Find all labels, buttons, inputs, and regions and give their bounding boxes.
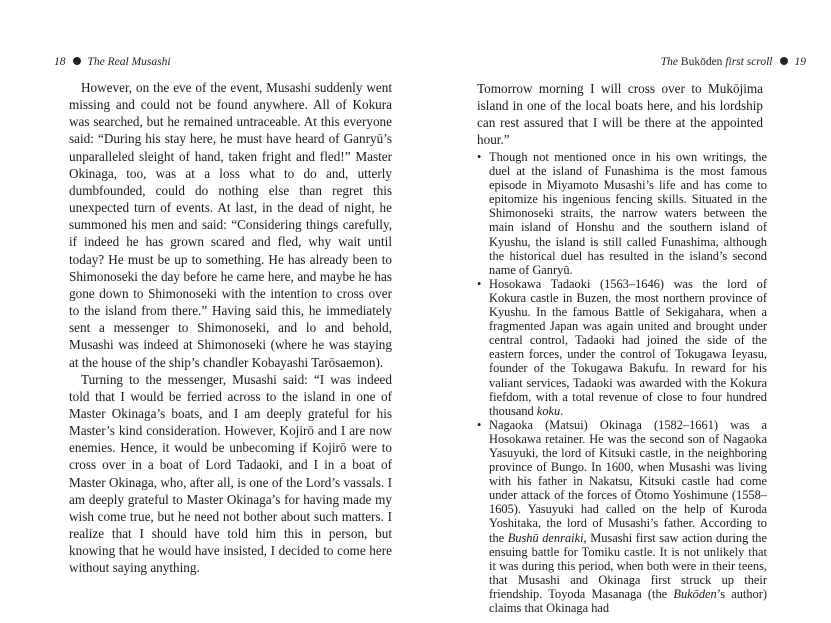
footnote-italic: Bushū denraiki (507, 530, 584, 545)
running-head-right (661, 56, 806, 68)
book-title: The Real Musashi (87, 56, 171, 68)
left-body-text (69, 79, 392, 577)
footnote-text: Nagaoka (Matsui) Okinaga (1582–1661) was a Hosokawa retainer. He was the second son of Nagaoka Yasuyuki, the lord of Kitsuki castle, in the neighboring province of Bungo. In 1600, when Musashi was living with his father in Nakatsu, Kitsuki castle had come under attack of the forces of Ōtomo Yoshimune (1558–1605). Yasuyuki had called on the help of Kuroda Yoshitaka, the lord of Musashi’s father. According to the (489, 417, 767, 545)
footnote-italic: koku (536, 403, 561, 418)
chapter-title-main: Bukōden (680, 56, 723, 68)
paragraph: Turning to the messenger, Musashi said: “I was indeed told that I would be ferried across to the island in one of Master Okinaga’s boats, and I am deeply grateful for his Master’s kind consideration. However, Kojirō and I are now enemies. Hence, it would be unbecoming if Kojirō were to cross over in a boat of Lord Tadaoki, and I in a boat of Master Okinaga, who, after all, is one of the Lord’s vassals. I am deeply grateful to Master Okinaga’s for having made my wish come true, but he need not bother about such matters. I realize that I should have told him this in person, but knowing that he would have insisted, I decided to come here without saying anything. (69, 371, 392, 576)
footnote-text: ’s author) claims that Okinaga had (489, 586, 767, 615)
footnote-text: Hosokawa Tadaoki (1563–1646) was the lord of Kokura castle in Buzen, the most northern province of Kyushu. In the famous Battle of Sekigahara, when a fragmented Japan was again united and brought under central control, Tadaoki had joined the side of the eastern forces, under the control of Tokugawa Ieyasu, founder of the Tokugawa Bakufu. In reward for his valiant services, Tadaoki was awarded with the Kokura fiefdom, with a total revenue of close to four hundred thousand (489, 276, 767, 418)
footnote-text: Though not mentioned once in his own writings, the duel at the island of Funashima is the most famous episode in Miyamoto Musashi’s life and has come to epitomize his ingenious fencing skills. Situated in the Shimonoseki straits, the narrow waters between the main island of Honshu and the southern island of Kyushu, the island is still called Funashima, although the historical duel has resulted in the island’s second name of Ganryū. (489, 150, 767, 277)
running-head-left (54, 56, 171, 68)
footnote-text: , Musashi first saw action during the ensuing battle for Tomiku castle. It is not unlikely that it was during this period, when both were in their teens, that Musashi and Okinaga first struck up their friendship. Toyoda Masanaga (the (489, 530, 767, 601)
footnote-item (477, 150, 767, 277)
paragraph: However, on the eve of the event, Musashi suddenly went missing and could not be found anywhere. All of Kokura was searched, but he remained untraceable. At this everyone said: “During his stay here, he must have heard of Ganryū’s unparalleled sleight of hand, taken fright and fled!” Master Okinaga, too, was at a loss what to do and, utterly dumbfounded, could do nothing else than regret this unexpected turn of events. At last, in the dead of night, he summoned his men and said: “Considering things carefully, if indeed he has grown scared and fled, why wait until today? He must be up to something. He has already been to Shimonoseki the day before he came here, and maybe he has gone down to Shimonoseki with the intention to cross over to the island from there.” Having said this, he immediately sent a messenger to Shimonoseki, and lo and behold, Musashi was indeed at Shimonoseki (where he was staying at the house of the ship’s chandler Kobayashi Tarōsaemon). (69, 80, 392, 370)
footnote-item (477, 418, 767, 615)
footnote-italic: Bukōden (673, 586, 717, 601)
chapter-title-pre: The (660, 56, 681, 68)
ornament-icon (73, 57, 81, 65)
footnotes-list (477, 150, 767, 615)
page-number: 19 (794, 56, 806, 68)
right-body-text (477, 80, 763, 149)
paragraph: Tomorrow morning I will cross over to Mukōjima island in one of the local boats here, and his lordship can rest assured that I will be there at the appointed hour.” (477, 81, 763, 148)
footnote-text: . (560, 403, 564, 418)
page-number: 18 (54, 56, 66, 68)
chapter-title-post: first scroll (722, 56, 773, 68)
footnote-item (477, 277, 767, 418)
ornament-icon (780, 57, 788, 65)
